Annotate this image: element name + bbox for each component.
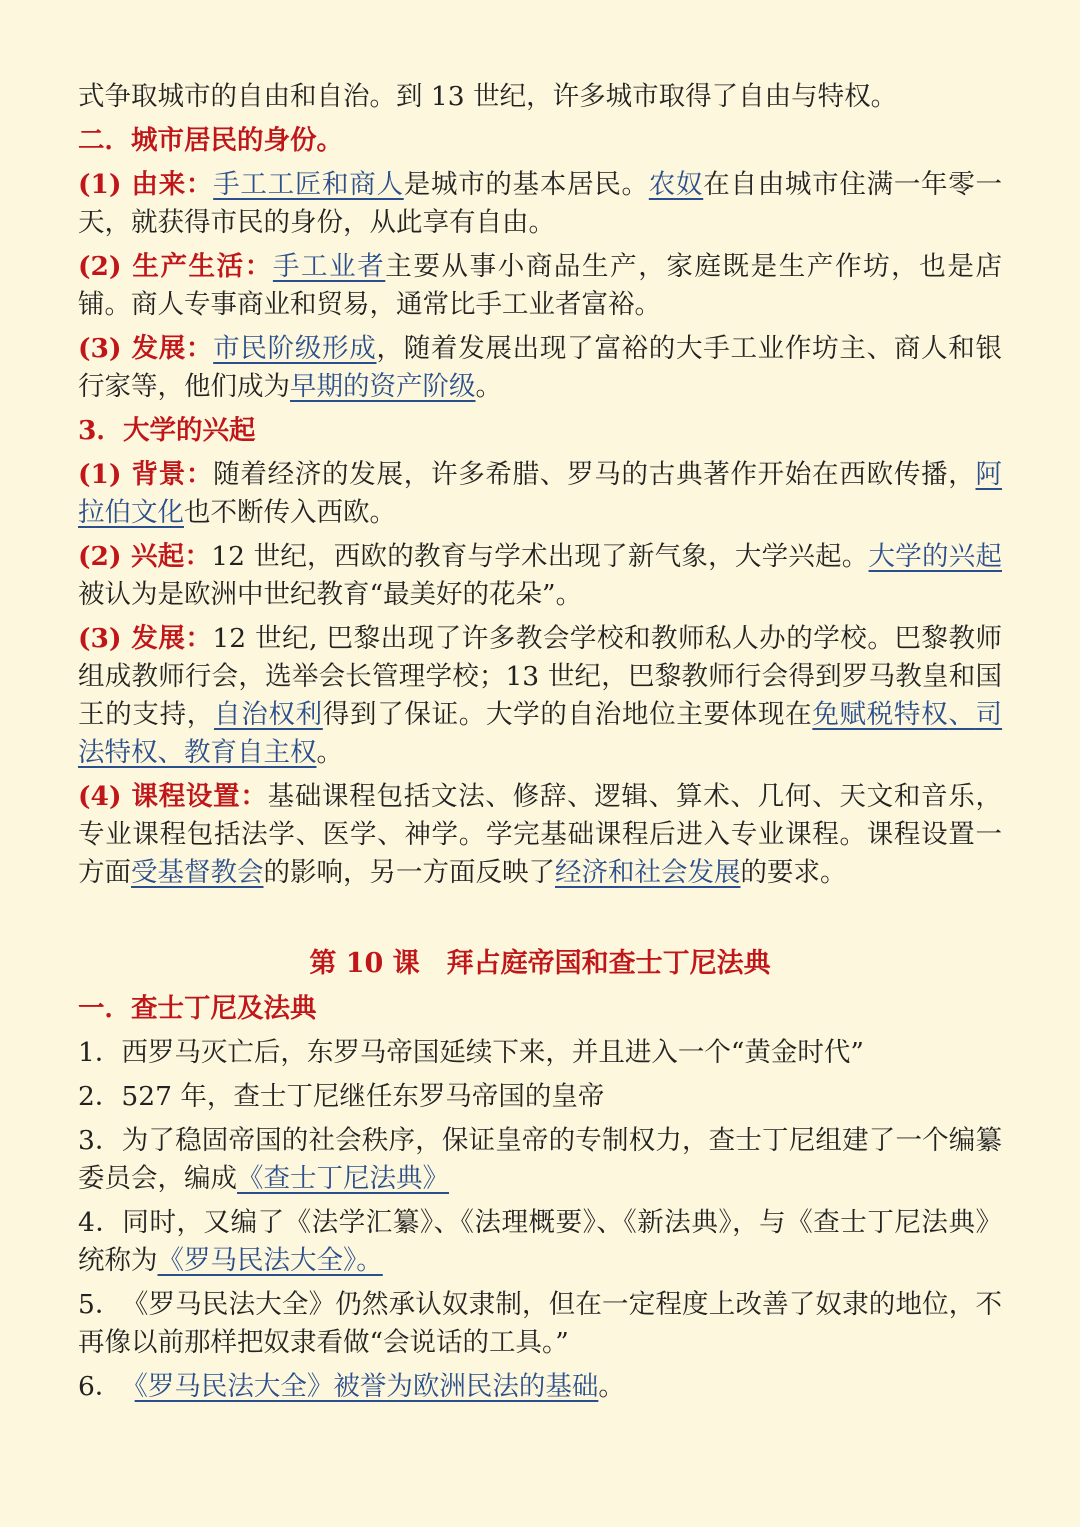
section3-item4 — [78, 778, 1002, 892]
key-term-educational-autonomy: 教育自主权 — [184, 737, 317, 768]
body-text: ，随着发展出现了富裕的大手工业作坊主、商人和银行家等，他们成为 — [78, 333, 1002, 402]
body-text: 12 世纪，西欧的教育与学术出现了新气象，大学兴起。 — [211, 541, 869, 572]
key-term-serfs: 农奴 — [648, 169, 704, 200]
key-term-rise-of-universities: 大学的兴起 — [868, 541, 1002, 572]
section2-item3 — [78, 330, 1002, 406]
lesson10-item5: 5． 《罗马民法大全》仍然承认奴隶制，但在一定程度上改善了奴隶的地位，不再像以前那样把奴隶看做“会说话的工具。” — [78, 1289, 1002, 1358]
body-text: 在自由城市住满一年零一天，就获得市民的身份，从此享有自由。 — [78, 169, 1003, 238]
key-term-craftsmen: 手工业者 — [272, 251, 386, 282]
lesson10-item1: 1．西罗马灭亡后，东罗马帝国延续下来，并且进入一个“黄金时代” — [78, 1037, 864, 1068]
section2-item2 — [78, 248, 1002, 324]
body-text: 随着经济的发展，许多希腊、罗马的古典著作开始在西欧传播， — [213, 459, 976, 490]
body-text: 。 — [475, 371, 502, 402]
lesson-title: 第 10 课 拜占庭帝国和查士丁尼法典 — [309, 948, 771, 979]
lesson10-heading: 一．查士丁尼及法典 — [78, 993, 317, 1024]
section3-item2 — [78, 538, 1002, 614]
section3-heading: 3．大学的兴起 — [78, 415, 256, 446]
key-term-early-bourgeoisie: 早期的资产阶级 — [290, 371, 476, 402]
section3-item3 — [78, 620, 1002, 772]
item-label: (1) 由来： — [78, 169, 214, 200]
body-text: 主要从事小商品生产，家庭既是生产作坊，也是店铺。商人专事商业和贸易，通常比手工业者富裕。 — [78, 251, 1002, 320]
key-term-artisans-merchants: 手工工匠和商人 — [213, 169, 404, 200]
body-text: 3．为了稳固帝国的社会秩序，保证皇帝的专制权力，查士丁尼组建了一个编纂委员会，编成 — [78, 1125, 1002, 1194]
section3-item1 — [78, 456, 1002, 532]
lesson10-item4 — [78, 1204, 1002, 1280]
item-label: (3) 发展： — [78, 333, 214, 364]
key-term-judicial-privilege: 司法特权 — [78, 699, 1003, 768]
intro-paragraph — [78, 78, 1002, 116]
item-number: 6． — [78, 1371, 135, 1402]
body-text: 。 — [316, 737, 343, 768]
separator: 、 — [948, 699, 976, 730]
lesson10-item2: 2．527 年，查士丁尼继任东罗马帝国的皇帝 — [78, 1081, 605, 1112]
key-term-burgher-class: 市民阶级形成 — [213, 333, 377, 364]
body-text: 得到了保证。大学的自治地位主要体现在 — [322, 699, 813, 730]
body-text: 是城市的基本居民。 — [403, 169, 649, 200]
section2-item1 — [78, 166, 1002, 242]
key-term-tax-exemption: 免赋税特权 — [812, 699, 949, 730]
key-term-arab-culture: 阿拉伯文化 — [78, 459, 1002, 528]
key-term-autonomy-rights: 自治权利 — [214, 699, 323, 730]
item-label: (2) 生产生活： — [78, 251, 273, 282]
separator: 、 — [157, 737, 184, 768]
body-text: 。 — [598, 1371, 625, 1402]
key-term-economic-social-development: 经济和社会发展 — [555, 857, 741, 888]
body-text: 的影响，另一方面反映了 — [263, 857, 555, 888]
lesson10-item6 — [78, 1368, 1002, 1406]
key-term-justinian-code: 《查士丁尼法典》 — [237, 1163, 449, 1194]
body-text: 12 世纪, 巴黎出现了许多教会学校和教师私人办的学校。巴黎教师组成教师行会，选举会长管理学校；13 世纪，巴黎教师行会得到罗马教皇和国王的支持， — [78, 623, 1002, 730]
key-term-corpus-juris-civilis: 《罗马民法大全》。 — [157, 1245, 383, 1276]
section2-heading: 二．城市居民的身份。 — [78, 125, 343, 156]
body-text: 基础课程包括文法、修辞、逻辑、算术、几何、天文和音乐，专业课程包括法学、医学、神学。学完基础课程后进入专业课程。课程设置一方面 — [78, 781, 1002, 888]
intro-text: 式争取城市的自由和自治。到 13 世纪，许多城市取得了自由与特权。 — [78, 81, 898, 112]
body-text: 的要求。 — [740, 857, 847, 888]
lesson10-item3 — [78, 1122, 1002, 1198]
body-text: 也不断传入西欧。 — [184, 497, 396, 528]
item-label: (4) 课程设置： — [78, 781, 268, 812]
body-text: 被认为是欧洲中世纪教育“最美好的花朵”。 — [78, 579, 583, 610]
item-label: (1) 背景： — [78, 459, 214, 490]
item-label: (3) 发展： — [78, 623, 213, 654]
body-text: 4．同时，又编了《法学汇纂》、《法理概要》、《新法典》，与《查士丁尼法典》统称为 — [78, 1207, 1002, 1276]
key-term-christian-church: 受基督教会 — [131, 857, 264, 888]
item-label: (2) 兴起： — [78, 541, 212, 572]
key-term-european-civil-law-basis: 《罗马民法大全》被誉为欧洲民法的基础 — [134, 1371, 599, 1402]
